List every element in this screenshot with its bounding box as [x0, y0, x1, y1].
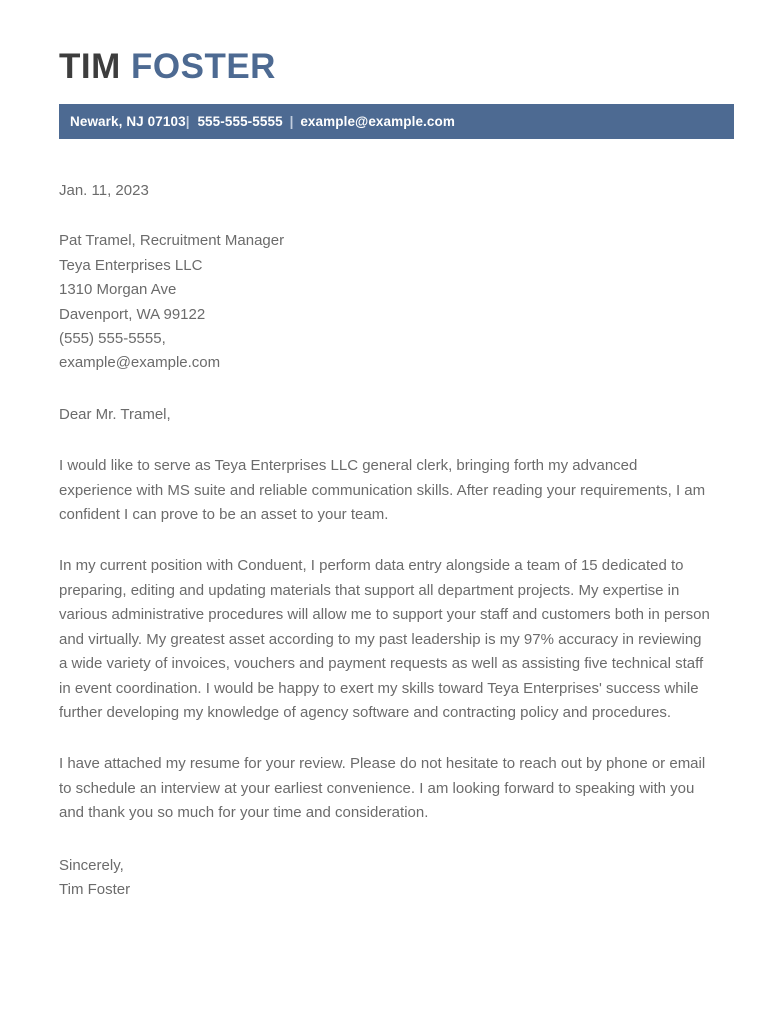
contact-phone[interactable]: 555-555-5555: [197, 113, 283, 129]
contact-location: Newark, NJ 07103: [70, 113, 186, 129]
letter-date: Jan. 11, 2023: [59, 182, 149, 199]
contact-info-bar: [59, 104, 734, 140]
body-paragraph-3: I have attached my resume for your review. Please do not hesitate to reach out by phone or email to schedule an interview at your earliest convenience. I am looking forward to speaking with you and thank you so much for your time and consideration.: [59, 755, 706, 822]
recipient-address-block: [59, 229, 725, 375]
recipient-city-state-zip: Davenport, WA 99122: [59, 305, 206, 323]
signature-name: Tim Foster: [59, 880, 131, 898]
applicant-last-name: FOSTER: [131, 47, 276, 86]
body-paragraph-1: I would like to serve as Teya Enterprises LLC general clerk, bringing forth my advanced experience with MS suite and reliable communication skills. After reading your requirements, I am confident I can prove to be an asset to your team.: [59, 457, 706, 524]
contact-separator-icon: |: [185, 113, 190, 129]
recipient-company: Teya Enterprises LLC: [59, 256, 203, 274]
body-paragraph-2: In my current position with Conduent, I perform data entry alongside a team of 15 dedicated to preparing, editing and updating materials that support all department projects. My expertise in various administrative procedures will allow me to support your staff and customers both in person and virtually. My greatest asset according to my past leadership is my 97% accuracy in reviewing a wide variety of invoices, vouchers and payment requests as well as assisting five technical staff in event coordination. I would be happy to exert my skills toward Teya Enterprises' success while further developing my knowledge of agency software and contracting policy and procedures.: [59, 557, 710, 721]
recipient-phone: (555) 555-5555,: [59, 330, 166, 348]
salutation: Dear Mr. Tramel,: [59, 405, 171, 423]
contact-email[interactable]: example@example.com: [300, 113, 455, 129]
applicant-name: [59, 48, 725, 87]
recipient-street: 1310 Morgan Ave: [59, 281, 177, 299]
recipient-email: example@example.com: [59, 354, 221, 372]
contact-separator-icon: |: [289, 113, 294, 129]
closing-phrase: Sincerely,: [59, 856, 124, 874]
letter-body: [0, 179, 784, 902]
letterhead: [0, 0, 784, 139]
closing-block: [59, 854, 725, 903]
applicant-first-name: TIM: [59, 47, 121, 86]
recipient-name-title: Pat Tramel, Recruitment Manager: [59, 232, 285, 250]
